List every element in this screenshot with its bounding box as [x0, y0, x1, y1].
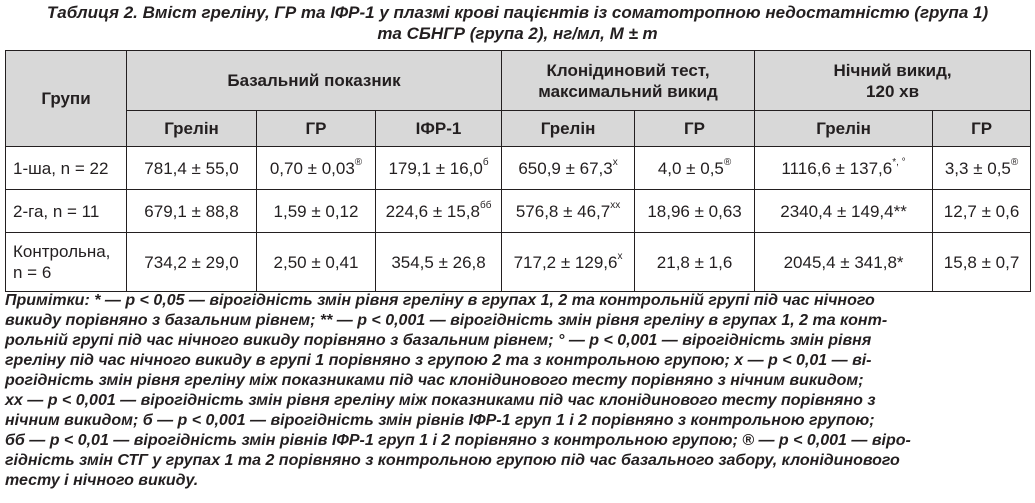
note-line: нічним викидом; б — p < 0,001 — вірогідність змін рівнів ІФР-1 груп 1 і 2 порівняно з контрольною групою;	[5, 412, 875, 429]
subheader-cell: Грелін	[502, 111, 635, 147]
table-cell	[127, 233, 257, 292]
table-notes	[5, 291, 1030, 491]
caption-line-2: та СБНГР (група 2), нг/мл, M ± m	[377, 24, 658, 43]
table-cell	[933, 190, 1031, 233]
table-cell	[635, 190, 755, 233]
table-cell	[502, 147, 635, 190]
cell-value: 1,59 ± 0,12	[273, 201, 359, 221]
header-clonidine-line-2: максимальний викид	[538, 81, 718, 101]
subheader-cell: ГР	[635, 111, 755, 147]
cell-value: 717,2 ± 129,6	[513, 252, 618, 272]
row-group-label-line-2: n = 6	[13, 263, 52, 282]
cell-mark: б	[482, 156, 489, 168]
table-cell	[755, 233, 933, 292]
cell-value: 576,8 ± 46,7	[515, 201, 611, 221]
cell-value: 679,1 ± 88,8	[144, 201, 239, 221]
cell-value: 1116,6 ± 137,6	[781, 158, 893, 178]
cell-value: 12,7 ± 0,6	[943, 201, 1020, 221]
table-cell	[127, 147, 257, 190]
row-group-label: 2-га, n = 11	[6, 190, 127, 233]
header-basal: Базальний показник	[127, 51, 502, 111]
table-cell	[502, 190, 635, 233]
subheader-cell: Грелін	[755, 111, 933, 147]
cell-value: 734,2 ± 29,0	[144, 252, 239, 272]
subheader-cell: Грелін	[127, 111, 257, 147]
cell-value: 4,0 ± 0,5	[657, 158, 724, 178]
table-cell	[755, 147, 933, 190]
table-row	[6, 190, 1031, 233]
header-clonidine	[502, 51, 755, 111]
table-cell	[127, 190, 257, 233]
table-cell	[257, 147, 376, 190]
header-night-line-1: Нічний викид,	[833, 60, 952, 80]
cell-value: 2340,4 ± 149,4**	[780, 201, 907, 221]
note-line: викиду порівняно з базальним рівнем; ** — p < 0,001 — вірогідність змін рівня греліну в групах 1, 2 та конт-	[5, 312, 888, 329]
row-group-label: 1-ша, n = 22	[6, 147, 127, 190]
cell-value: 3,3 ± 0,5	[944, 158, 1011, 178]
table-cell	[635, 233, 755, 292]
cell-mark: x	[617, 250, 623, 262]
subheader-cell: ІФР-1	[376, 111, 502, 147]
cell-mark: x	[612, 156, 618, 168]
table-cell	[376, 190, 502, 233]
note-line: бб — p < 0,01 — вірогідність змін рівнів ІФР-1 груп 1 і 2 порівняно з контрольною групою; ® — p < 0,001 — віро-	[5, 432, 911, 449]
table-caption	[0, 2, 1035, 44]
cell-value: 224,6 ± 15,8	[385, 201, 480, 221]
table-cell	[376, 233, 502, 292]
header-row-2	[6, 111, 1031, 147]
cell-value: 0,70 ± 0,03	[269, 158, 355, 178]
table-cell	[933, 233, 1031, 292]
header-clonidine-line-1: Клонідиновий тест,	[546, 60, 710, 80]
header-night	[755, 51, 1031, 111]
table-cell	[257, 190, 376, 233]
header-night-line-2: 120 хв	[866, 81, 920, 101]
table-cell	[502, 233, 635, 292]
table-cell	[933, 147, 1031, 190]
cell-mark: xx	[610, 199, 621, 211]
subheader-cell: ГР	[933, 111, 1031, 147]
table-cell	[257, 233, 376, 292]
cell-mark: ®	[354, 156, 363, 168]
row-group-label-line-1: Контрольна,	[13, 242, 111, 261]
cell-value: 15,8 ± 0,7	[943, 252, 1020, 272]
cell-mark: бб	[479, 199, 492, 211]
cell-value: 21,8 ± 1,6	[656, 252, 733, 272]
note-line: греліну під час нічного викиду в групі 1 порівняно з групою 2 та з контрольною групою; x — p < 0,01 — ві-	[5, 352, 872, 369]
note-line: xx — p < 0,001 — вірогідність змін рівня греліну між показниками під час клонідинового тесту порівняно з	[5, 392, 876, 409]
row-group-label	[6, 233, 127, 292]
table-row	[6, 233, 1031, 292]
caption-line-1: Таблиця 2. Вміст греліну, ГР та ІФР-1 у плазмі крові пацієнтів із соматотропною недостатністю (група 1)	[46, 3, 989, 22]
cell-value: 781,4 ± 55,0	[144, 158, 239, 178]
cell-mark: ®	[723, 156, 732, 168]
header-row-1	[6, 51, 1031, 111]
cell-value: 650,9 ± 67,3	[518, 158, 613, 178]
subheader-cell: ГР	[257, 111, 376, 147]
note-line: рогідність змін рівня греліну між показниками під час клонідинового тесту порівняно з нічним викидом;	[5, 372, 864, 389]
note-line: рольній групі під час нічного викиду порівняно з базальним рівнем; ° — p < 0,001 — вірогідність змін рівня	[5, 332, 872, 349]
cell-value: 18,96 ± 0,63	[647, 201, 742, 221]
table-cell	[635, 147, 755, 190]
table-cell	[376, 147, 502, 190]
note-line: тесту і нічного викиду.	[5, 472, 199, 489]
note-line: гідність змін СТГ у групах 1 та 2 порівняно з контрольною групою під час базального забору, клонідинового	[5, 452, 900, 469]
data-table	[5, 50, 1031, 292]
cell-value: 2,50 ± 0,41	[273, 252, 359, 272]
table-row	[6, 147, 1031, 190]
note-line: Примітки: * — p < 0,05 — вірогідність змін рівня греліну в групах 1, 2 та контрольній групі під час нічного	[5, 292, 875, 309]
cell-value: 179,1 ± 16,0	[388, 158, 483, 178]
table-cell	[755, 190, 933, 233]
cell-mark: ®	[1010, 156, 1019, 168]
header-groups: Групи	[6, 51, 127, 147]
cell-value: 2045,4 ± 341,8*	[783, 252, 904, 272]
cell-mark: *, °	[892, 156, 906, 168]
cell-value: 354,5 ± 26,8	[391, 252, 486, 272]
